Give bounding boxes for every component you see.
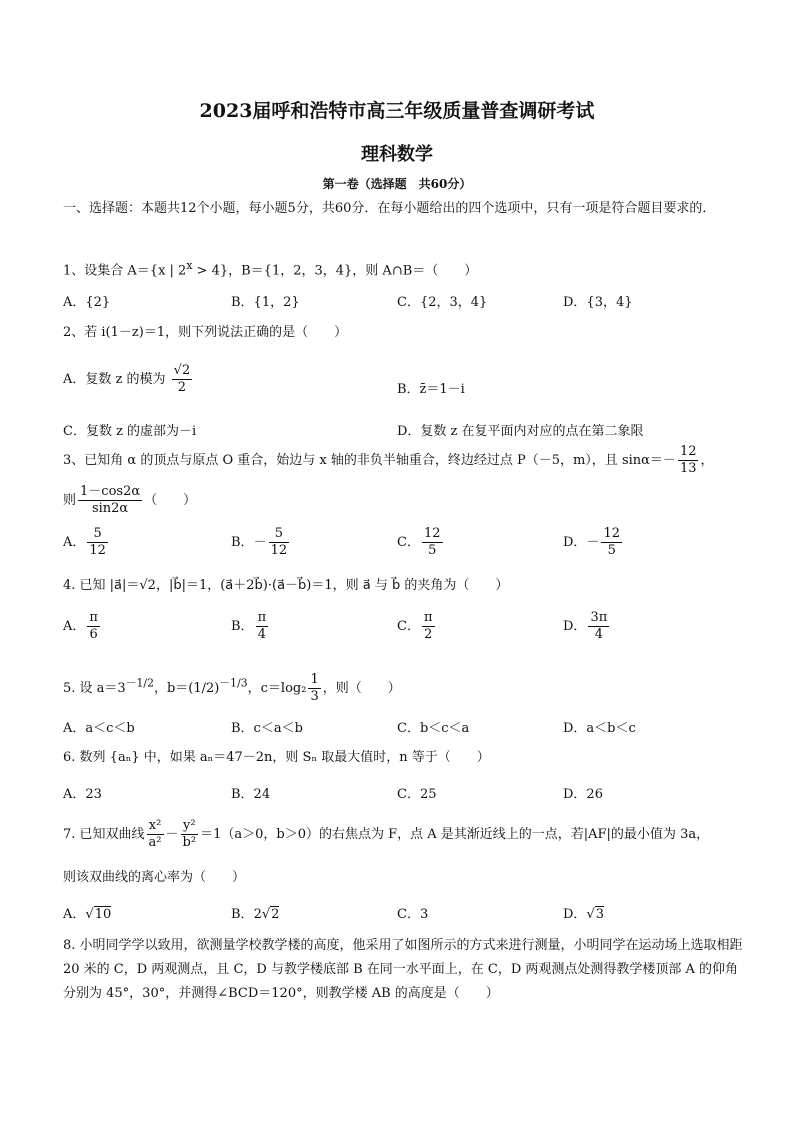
q4-option-d[interactable] bbox=[563, 610, 611, 643]
q3-option-b[interactable] bbox=[231, 526, 291, 559]
option-sign: － bbox=[253, 535, 267, 550]
exam-subject: 理科数学 bbox=[361, 144, 433, 165]
q7-stem-post: ＝1（a＞0，b＞0）的右焦点为 F，点 A 是其渐近线上的一点，若|AF|的最小值为 3a， bbox=[200, 827, 710, 842]
q7-minus-sign: － bbox=[165, 827, 179, 842]
option-label: B． bbox=[231, 619, 254, 634]
option-fraction bbox=[256, 610, 269, 643]
option-label: A． bbox=[63, 907, 86, 922]
fraction-denominator: 12 bbox=[89, 543, 106, 558]
question-5-stem bbox=[63, 672, 743, 705]
option-radicand: 3 bbox=[595, 907, 605, 922]
q5-stem-part: ，c＝log₂ bbox=[247, 681, 307, 696]
q5-option-b[interactable]: B．c＜a＜b bbox=[231, 721, 303, 736]
q6-option-c[interactable]: C．25 bbox=[397, 787, 437, 802]
question-4-stem: 4. 已知 |a⃗|＝√2，|b⃗|＝1，(a⃗＋2b⃗)·(a⃗－b⃗)＝1，则 a⃗ 与 b⃗ 的夹角为（ ） bbox=[63, 578, 509, 593]
q6-option-d[interactable]: D．26 bbox=[563, 787, 603, 802]
question-2-stem: 2、若 i(1－z)＝1，则下列说法正确的是（ ） bbox=[63, 325, 348, 340]
option-label: C． bbox=[397, 619, 420, 634]
option-sign: － bbox=[586, 535, 600, 550]
section-heading: 第一卷（选择题 共60分） bbox=[322, 177, 472, 191]
q7-option-d[interactable]: D．√3 bbox=[563, 907, 605, 922]
q5-option-a[interactable]: A．a＜c＜b bbox=[63, 721, 135, 736]
fraction-numerator: 12 bbox=[423, 526, 441, 541]
q2-option-a-text: A．复数 z 的模为 bbox=[63, 372, 166, 387]
option-fraction bbox=[601, 526, 622, 559]
option-label: B． bbox=[231, 907, 254, 922]
fraction-denominator: 12 bbox=[270, 543, 288, 558]
option-coefficient: 3 bbox=[419, 907, 429, 922]
fraction-numerator: 12 bbox=[603, 526, 620, 541]
q1-option-d[interactable]: D．{3，4} bbox=[563, 295, 633, 310]
q5-log-fraction bbox=[308, 672, 320, 705]
q5-exponent-a: －1/2 bbox=[125, 676, 154, 690]
fraction-numerator: 3π bbox=[590, 610, 608, 625]
fraction-denominator: 4 bbox=[257, 627, 266, 642]
q6-option-a[interactable]: A．23 bbox=[63, 787, 102, 802]
question-8-stem: 8. 小明同学学以致用，欲测量学校教学楼的高度，他采用了如图所示的方式来进行测量，小明同学在运动场上选取相距 20 米的 C，D 两观测点，且 C，D 与教学楼底部 B 在同一水平面上，在 C，D 两观测点处测得教学楼顶部 A 的仰角分别为 45°，30°，并测得∠BCD＝120°，则教学楼 AB 的高度是（ ） bbox=[63, 938, 743, 1001]
fraction-numerator: 1 bbox=[310, 672, 319, 687]
option-fraction bbox=[422, 526, 443, 559]
q4-option-b[interactable] bbox=[231, 610, 270, 643]
q2-option-a-fraction bbox=[172, 363, 193, 396]
q3-stem-text: 3、已知角 α 的顶点与原点 O 重合，始边与 x 轴的非负半轴重合，终边经过点 P（－5，m），且 sinα＝－ bbox=[63, 453, 676, 468]
q2-option-d[interactable]: D．复数 z 在复平面内对应的点在第二象限 bbox=[397, 424, 644, 439]
q3-option-a[interactable] bbox=[63, 526, 110, 559]
q5-stem-part: 5. 设 a＝3 bbox=[63, 681, 126, 696]
q5-option-d[interactable]: D．a＜b＜c bbox=[563, 721, 636, 736]
fraction-denominator: 5 bbox=[607, 543, 616, 558]
option-fraction bbox=[269, 526, 290, 559]
q5-stem-end: ，则（ ） bbox=[322, 681, 401, 696]
q3-line2-prefix: 则 bbox=[63, 493, 77, 508]
instruction-text: 一、选择题：本题共12个小题，每小题5分，共60分．在每小题给出的四个选项中，只有一项是符合题目要求的． bbox=[63, 201, 716, 216]
q3-stem-fraction bbox=[678, 444, 699, 477]
option-fraction bbox=[87, 610, 100, 643]
q5-option-c[interactable]: C．b＜c＜a bbox=[397, 721, 470, 736]
fraction-numerator: x² bbox=[147, 818, 164, 835]
question-3-stem bbox=[63, 444, 743, 477]
question-1-stem bbox=[63, 256, 743, 281]
fraction-numerator: π bbox=[257, 610, 267, 625]
q7-option-a[interactable]: A．√10 bbox=[63, 907, 112, 922]
q1-option-c[interactable]: C．{2，3，4} bbox=[397, 295, 488, 310]
option-label: D． bbox=[563, 619, 587, 634]
q7-option-c[interactable] bbox=[397, 903, 428, 922]
fraction-numerator: 12 bbox=[679, 444, 697, 459]
fraction-denominator: 13 bbox=[679, 461, 697, 476]
fraction-denominator: b² bbox=[182, 835, 197, 850]
option-label: C． bbox=[397, 907, 420, 922]
q3-line2-end: （ ） bbox=[144, 493, 197, 508]
option-label: A． bbox=[63, 535, 86, 550]
fraction-denominator: 4 bbox=[594, 627, 603, 642]
q2-option-a[interactable] bbox=[63, 363, 194, 396]
question-7-stem bbox=[63, 818, 743, 851]
fraction-numerator: π bbox=[423, 610, 433, 625]
fraction-numerator: 1－cos2α bbox=[80, 484, 141, 499]
exam-title: 2023届呼和浩特市高三年级质量普查调研考试 bbox=[199, 100, 595, 122]
option-label: D． bbox=[563, 907, 587, 922]
option-coefficient: 2 bbox=[253, 907, 262, 922]
q3-expression-fraction bbox=[78, 484, 142, 517]
fraction-denominator: 2 bbox=[177, 380, 187, 395]
question-6-stem: 6. 数列 {aₙ} 中，如果 aₙ＝47－2n，则 Sₙ 取最大值时，n 等于（ ） bbox=[63, 750, 490, 765]
q1-option-b[interactable]: B．{1，2} bbox=[231, 295, 300, 310]
q3-option-d[interactable] bbox=[563, 526, 624, 559]
q4-option-c[interactable] bbox=[397, 610, 437, 643]
q4-option-a[interactable] bbox=[63, 610, 102, 643]
option-label: A． bbox=[63, 619, 86, 634]
q1-stem-part: 1、设集合 A＝{x | 2 bbox=[63, 263, 187, 279]
q1-stem-part: > 4}，B＝{1，2，3，4}，则 A∩B＝（ ） bbox=[192, 263, 478, 279]
q5-exponent-b: －1/3 bbox=[219, 676, 248, 690]
q5-stem-part: ，b＝(1/2) bbox=[153, 681, 220, 696]
q7-fraction-y bbox=[181, 818, 199, 851]
q7-fraction-x bbox=[147, 818, 164, 851]
option-fraction bbox=[588, 610, 609, 643]
fraction-denominator: 6 bbox=[89, 627, 98, 642]
q7-option-b[interactable]: B．2√2 bbox=[231, 907, 280, 922]
q1-option-a[interactable]: A．{2} bbox=[63, 295, 111, 310]
question-7-line2: 则该双曲线的离心率为（ ） bbox=[63, 870, 246, 885]
q6-option-b[interactable]: B．24 bbox=[231, 787, 271, 802]
question-3-expression bbox=[63, 484, 743, 517]
option-fraction bbox=[422, 610, 435, 643]
option-label: C． bbox=[397, 535, 420, 550]
q3-stem-end: ， bbox=[700, 453, 714, 468]
option-radicand: 2 bbox=[271, 907, 280, 922]
fraction-numerator: √2 bbox=[173, 363, 191, 378]
fraction-denominator: 3 bbox=[310, 689, 319, 704]
option-fraction bbox=[87, 526, 108, 559]
q2-option-b[interactable]: B．z̄＝1－i bbox=[397, 382, 465, 397]
option-label: B． bbox=[231, 535, 254, 550]
fraction-denominator: 2 bbox=[424, 627, 433, 642]
fraction-denominator: sin2α bbox=[91, 501, 129, 516]
fraction-numerator: π bbox=[89, 610, 98, 625]
q2-option-c[interactable]: C．复数 z 的虚部为－i bbox=[63, 424, 197, 439]
fraction-numerator: y² bbox=[181, 818, 199, 835]
fraction-denominator: a² bbox=[148, 835, 162, 850]
fraction-numerator: 5 bbox=[269, 526, 290, 543]
option-radicand: 10 bbox=[94, 907, 112, 922]
fraction-denominator: 5 bbox=[428, 543, 437, 558]
q3-option-c[interactable] bbox=[397, 526, 445, 559]
option-label: D． bbox=[563, 535, 587, 550]
q1-exponent: x bbox=[186, 259, 193, 272]
fraction-numerator: 5 bbox=[87, 526, 108, 543]
q7-stem-prefix: 7. 已知双曲线 bbox=[63, 827, 145, 842]
